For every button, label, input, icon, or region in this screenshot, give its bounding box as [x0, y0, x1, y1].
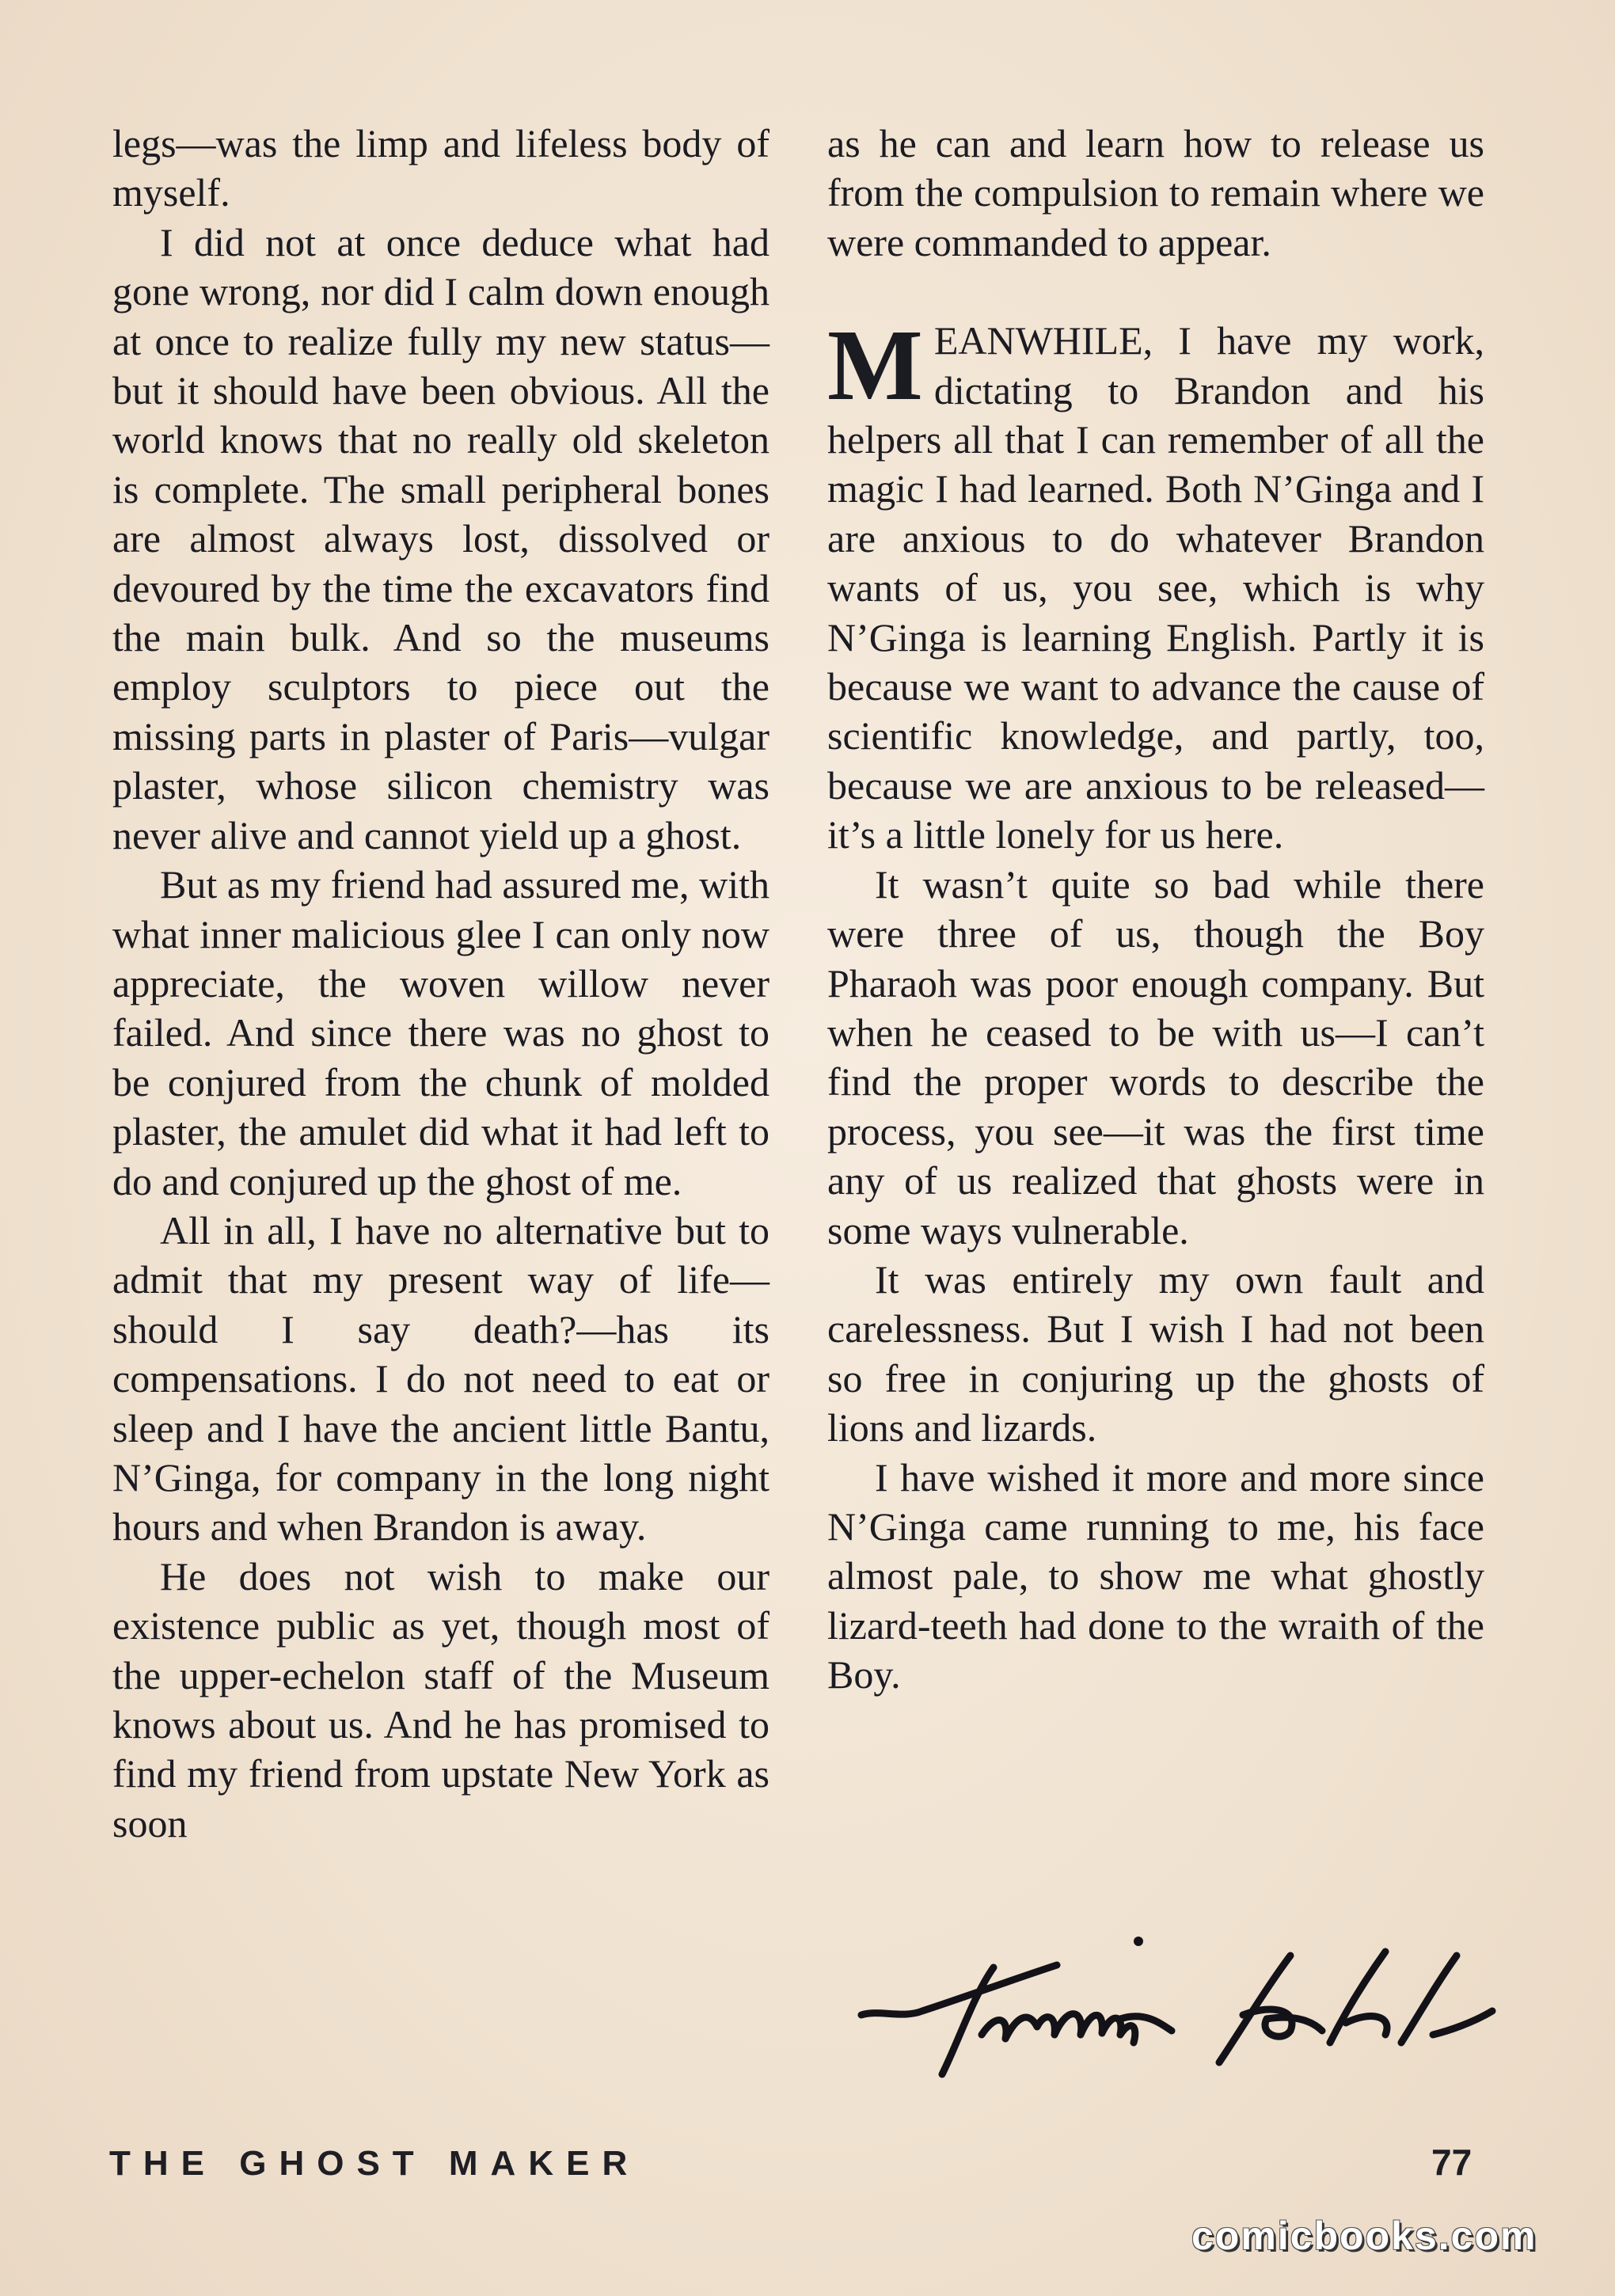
page-number: 77: [1431, 2142, 1472, 2183]
paragraph: as he can and learn how to release us from the compulsion to remain where we were commanded to appear.: [827, 121, 1484, 264]
right-column: [827, 119, 1484, 1700]
paragraph: It was entirely my own fault and carelessness. But I wish I had not been so free in conjuring up the ghosts of lions and lizards.: [827, 1256, 1484, 1450]
drop-cap: M: [827, 309, 923, 422]
section-paragraph: [827, 309, 1484, 859]
paragraph: legs—was the limp and lifeless body of myself.: [112, 121, 770, 215]
paragraph: I did not at once deduce what had gone wrong, nor did I calm down enough at once to realize fully my new status—but it should have been obvious. All the world knows that no really old skeleton is complete. The small peripheral bones are almost always lost, dissolved or devoured by the time the excavators find the main bulk. And so the museums employ sculptors to piece out the missing parts in plaster of Paris—vulgar plaster, whose silicon chemistry was never alive and cannot yield up a ghost.: [112, 219, 770, 857]
paragraph-text: EANWHILE, I have my work, dictating to Brandon and his helpers all that I can remember of all the magic I had learned. Both N’Ginga and I are anxious to do whatever Brandon wants of us, you see, which is why N’Ginga is learning English. Partly it is because we want to advance the cause of scientific knowledge, and partly, too, because we are anxious to be released—it’s a little lonely for us here.: [827, 318, 1484, 857]
watermark: comicbooks.com: [1191, 2214, 1537, 2258]
running-footer-title: THE GHOST MAKER: [109, 2144, 640, 2183]
left-column: [112, 119, 770, 1848]
author-signature: [847, 1924, 1504, 2082]
paragraph: But as my friend had assured me, with what inner malicious glee I can only now appreciate, the woven willow never failed. And since there was no ghost to be conjured from the chunk of molded plaster, the amulet did what it had left to do and conjured up the ghost of me.: [112, 862, 770, 1203]
paragraph: It wasn’t quite so bad while there were three of us, though the Boy Pharaoh was poor enough company. But when he ceased to be with us—I can’t find the proper words to describe the process, you see—it was the first time any of us realized that ghosts were in some ways vulnerable.: [827, 861, 1484, 1253]
paragraph: All in all, I have no alternative but to admit that my present way of life—should I say death?—has its compensations. I do not need to eat or sleep and I have the ancient little Bantu, N’Ginga, for company in the long night hours and when Brandon is away.: [112, 1207, 770, 1549]
paragraph: He does not wish to make our existence public as yet, though most of the upper-echelon staff of the Museum knows about us. And he has promised to find my friend from upstate New York as soon: [112, 1553, 770, 1846]
paragraph: I have wished it more and more since N’Ginga came running to me, his face almost pale, to show me what ghostly lizard-teeth had done to the wraith of the Boy.: [827, 1454, 1484, 1697]
